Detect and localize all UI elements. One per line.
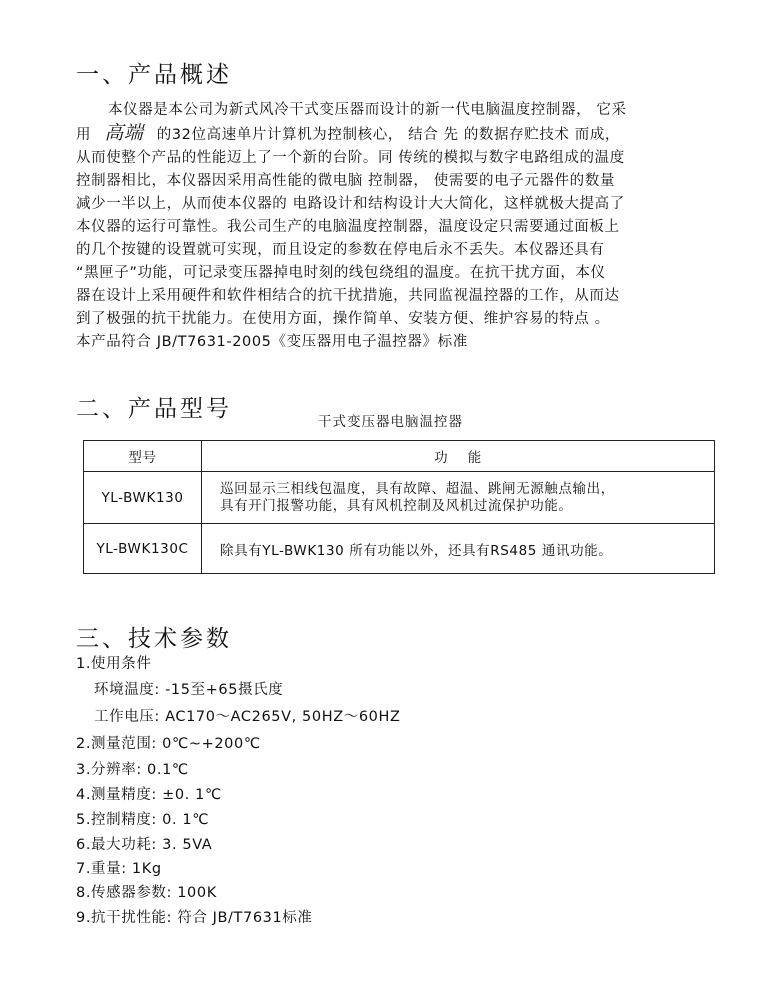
paragraph-line bbox=[76, 118, 620, 145]
function-line: 巡回显示三相线包温度，具有故障、超温、跳闸无源触点输出， bbox=[220, 480, 615, 497]
highlight-word: 高端 bbox=[104, 122, 144, 144]
paragraph-line: 的几个按键的设置就可实现，而且设定的参数在停电后永不丢失。本仪器还具有 bbox=[76, 242, 605, 258]
function-cell bbox=[202, 524, 715, 574]
paragraph-text: 用 bbox=[76, 127, 92, 143]
table-row bbox=[84, 524, 715, 574]
model-table bbox=[83, 440, 715, 574]
model-cell: YL-BWK130C bbox=[84, 524, 202, 574]
param-item: 9.抗干扰性能: 符合 JB/T7631标准 bbox=[76, 910, 313, 926]
param-item: 1.使用条件 bbox=[76, 656, 152, 672]
table-caption: 干式变压器电脑温控器 bbox=[318, 414, 463, 430]
function-line: 除具有YL-BWK130 所有功能以外，还具有RS485 通讯功能。 bbox=[220, 542, 613, 559]
param-item: 2.测量范围: 0℃~+200℃ bbox=[76, 736, 261, 752]
paragraph-line: “黑匣子”功能，可记录变压器掉电时刻的线包绕组的温度。在抗干扰方面，本仪 bbox=[76, 265, 606, 281]
paragraph-line: 从而使整个产品的性能迈上了一个新的台阶。同 传统的模拟与数字电路组成的温度 bbox=[76, 150, 625, 166]
section-1-title: 一、产品概述 bbox=[76, 62, 232, 88]
header-model: 型号 bbox=[84, 441, 202, 472]
header-function: 功 能 bbox=[202, 441, 715, 472]
param-item: 5.控制精度: 0. 1℃ bbox=[76, 812, 210, 828]
section-2-title: 二、产品型号 bbox=[76, 396, 232, 422]
param-item: 工作电压: AC170～AC265V, 50HZ～60HZ bbox=[94, 709, 401, 725]
function-cell bbox=[202, 472, 715, 524]
param-item: 3.分辨率: 0.1℃ bbox=[76, 762, 189, 778]
paragraph-line: 器在设计上采用硬件和软件相结合的抗干扰措施，共同监视温控器的工作，从而达 bbox=[76, 288, 620, 304]
table-row bbox=[84, 472, 715, 524]
param-item: 4.测量精度: ±0. 1℃ bbox=[76, 787, 222, 803]
paragraph-line: 减少一半以上，从而使本仪器的 电路设计和结构设计大大简化，这样就极大提高了 bbox=[76, 196, 625, 212]
param-item: 6.最大功耗: 3. 5VA bbox=[76, 837, 213, 853]
param-item: 7.重量: 1Kg bbox=[76, 861, 162, 877]
param-item: 8.传感器参数: 100K bbox=[76, 885, 217, 901]
paragraph-line: 本仪器是本公司为新式风冷干式变压器而设计的新一代电脑温度控制器， 它采 bbox=[108, 102, 627, 118]
paragraph-line: 本产品符合 JB/T7631-2005《变压器用电子温控器》标准 bbox=[76, 334, 468, 350]
paragraph-line: 本仪器的运行可靠性。我公司生产的电脑温度控制器，温度设定只需要通过面板上 bbox=[76, 219, 620, 235]
paragraph-line: 到了极强的抗干扰能力。在使用方面，操作简单、安装方便、维护容易的特点 。 bbox=[76, 311, 610, 327]
param-item: 环境温度: -15至+65摄氏度 bbox=[94, 682, 284, 698]
paragraph-line: 控制器相比，本仪器因采用高性能的微电脑 控制器， 使需要的电子元器件的数量 bbox=[76, 173, 615, 189]
model-cell: YL-BWK130 bbox=[84, 472, 202, 524]
table-header-row bbox=[84, 441, 715, 472]
paragraph-text: 的32位高速单片计算机为控制核心， 结合 先 的数据存贮技术 而成， bbox=[156, 127, 621, 143]
function-line: 具有开门报警功能，具有风机控制及风机过流保护功能。 bbox=[220, 497, 573, 514]
section-3-title: 三、技术参数 bbox=[76, 626, 232, 652]
